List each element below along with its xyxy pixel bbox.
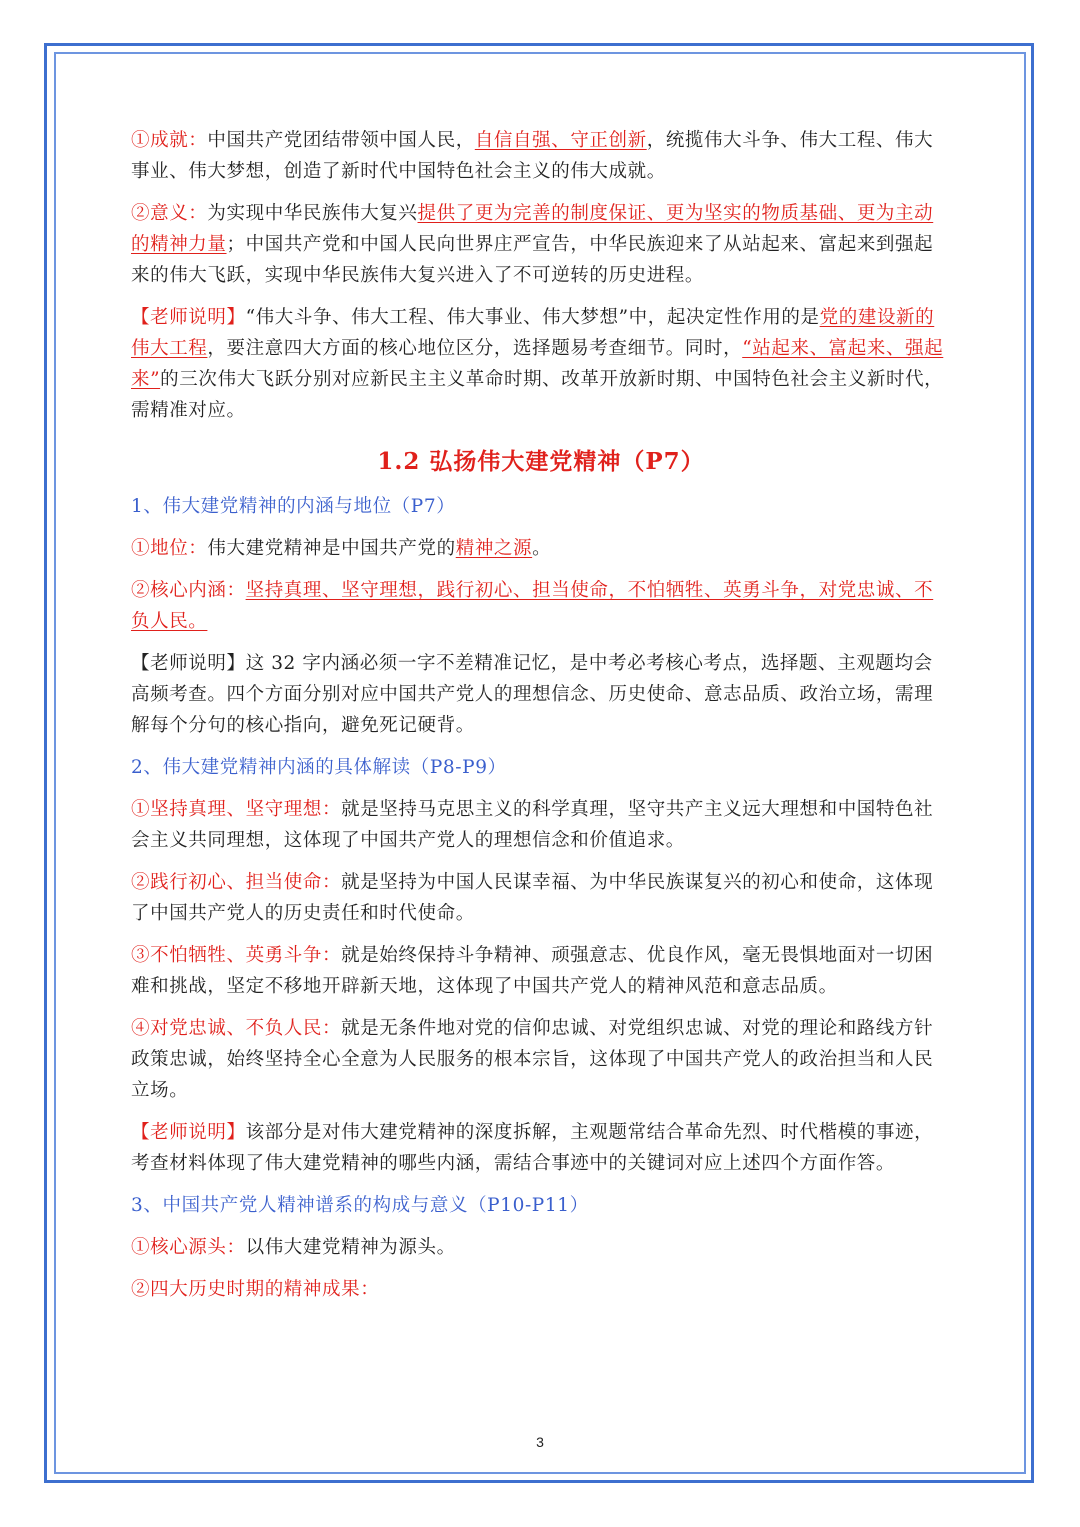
- paragraph-interpretation-4: [131, 1013, 951, 1106]
- text: 这 32 字内涵必须一字不差精准记忆，是中考必考核心考点，选择题、主观题均会高频考查。四个方面分别对应中国共产党人的理想信念、历史使命、意志品质、政治立场，需理解每个分句的核心指向，避免死记硬背。: [131, 653, 934, 736]
- text: 的三次伟大飞跃分别对应新民主主义革命时期、改革开放新时期、中国特色社会主义新时代，需精准对应。: [131, 369, 944, 421]
- highlight: 党的建设新的伟大工程: [131, 307, 935, 359]
- text: 就是坚持马克思主义的科学真理，坚守共产主义远大理想和中国特色社会主义共同理想，这体现了中国共产党人的理想信念和价值追求。: [131, 799, 934, 851]
- text: 就是无条件地对党的信仰忠诚、对党组织忠诚、对党的理论和路线方针政策忠诚，始终坚持全心全意为人民服务的根本宗旨，这体现了中国共产党人的政治担当和人民立场。: [131, 1018, 934, 1101]
- label: ①坚持真理、坚守理想：: [131, 799, 342, 820]
- text: 就是坚持为中国人民谋幸福、为中华民族谋复兴的初心和使命，这体现了中国共产党人的历史责任和时代使命。: [131, 872, 934, 924]
- paragraph-status: [131, 533, 951, 564]
- label: ①核心源头：: [131, 1237, 246, 1258]
- label-core-connotation: ②核心内涵：: [131, 580, 246, 601]
- text: 就是始终保持斗争精神、顽强意志、优良作风，毫无畏惧地面对一切困难和挑战，坚定不移地开辟新天地，这体现了中国共产党人的精神风范和意志品质。: [131, 945, 934, 997]
- text: 。: [532, 538, 552, 559]
- label-status: ①地位：: [131, 538, 208, 559]
- text: ，要注意四大方面的核心地位区分，选择题易考查细节。同时，: [207, 338, 743, 359]
- paragraph-interpretation-3: [131, 940, 951, 1002]
- highlight: 提供了更为完善的制度保证、更为坚实的物质基础、更为主动的精神力量: [131, 203, 934, 255]
- paragraph-four-periods: [131, 1274, 951, 1305]
- label: ④对党忠诚、不负人民：: [131, 1018, 342, 1039]
- paragraph-teacher-note-1: [131, 302, 951, 426]
- subheading-1: 1、伟大建党精神的内涵与地位（P7）: [131, 496, 456, 517]
- highlight: 精神之源: [455, 538, 533, 559]
- subheading-3: 3、中国共产党人精神谱系的构成与意义（P10-P11）: [131, 1195, 589, 1216]
- paragraph-core-source: [131, 1232, 951, 1263]
- text: “伟大斗争、伟大工程、伟大事业、伟大梦想”中，起决定性作用的是: [245, 307, 820, 328]
- highlight: 坚持真理、坚守理想，践行初心、担当使命，不怕牺牲、英勇斗争，对党忠诚、不负人民。: [131, 580, 934, 632]
- text: 伟大建党精神是中国共产党的: [207, 538, 456, 559]
- label-significance: ②意义：: [131, 203, 208, 224]
- label: ②践行初心、担当使命：: [131, 872, 342, 893]
- highlight: 自信自强、守正创新: [474, 130, 647, 151]
- subheading-2: 2、伟大建党精神内涵的具体解读（P8-P9）: [131, 757, 507, 778]
- text: ，统揽伟大斗争、伟大工程、伟大事业、伟大梦想，创造了新时代中国特色社会主义的伟大成就。: [131, 130, 934, 182]
- label: ②四大历史时期的精神成果：: [131, 1279, 380, 1300]
- label: ③不怕牺牲、英勇斗争：: [131, 945, 342, 966]
- text: 以伟大建党精神为源头。: [245, 1237, 456, 1258]
- paragraph-interpretation-1: [131, 794, 951, 856]
- section-title: 1.2 弘扬伟大建党精神（P7）: [377, 448, 705, 475]
- page-number: 3: [536, 1434, 544, 1450]
- paragraph-teacher-note-3: [131, 1117, 951, 1179]
- paragraph-significance: [131, 198, 951, 291]
- document-body: [131, 125, 951, 1316]
- highlight: “站起来、富起来、强起来”: [131, 338, 944, 390]
- label-teacher-note: 【老师说明】: [131, 653, 246, 674]
- label-teacher-note: 【老师说明】: [131, 307, 246, 328]
- text: 该部分是对伟大建党精神的深度拆解，主观题常结合革命先烈、时代楷模的事迹，考查材料体现了伟大建党精神的哪些内涵，需结合事迹中的关键词对应上述四个方面作答。: [131, 1122, 934, 1174]
- text: 中国共产党团结带领中国人民，: [207, 130, 475, 151]
- paragraph-achievement: [131, 125, 951, 187]
- paragraph-interpretation-2: [131, 867, 951, 929]
- label-achievement: ①成就：: [131, 130, 208, 151]
- text: ；中国共产党和中国人民向世界庄严宣告，中华民族迎来了从站起来、富起来到强起来的伟大飞跃，实现中华民族伟大复兴进入了不可逆转的历史进程。: [131, 234, 934, 286]
- paragraph-teacher-note-2: [131, 648, 951, 741]
- label-teacher-note: 【老师说明】: [131, 1122, 246, 1143]
- text: 为实现中华民族伟大复兴: [207, 203, 418, 224]
- paragraph-core-connotation: [131, 575, 951, 637]
